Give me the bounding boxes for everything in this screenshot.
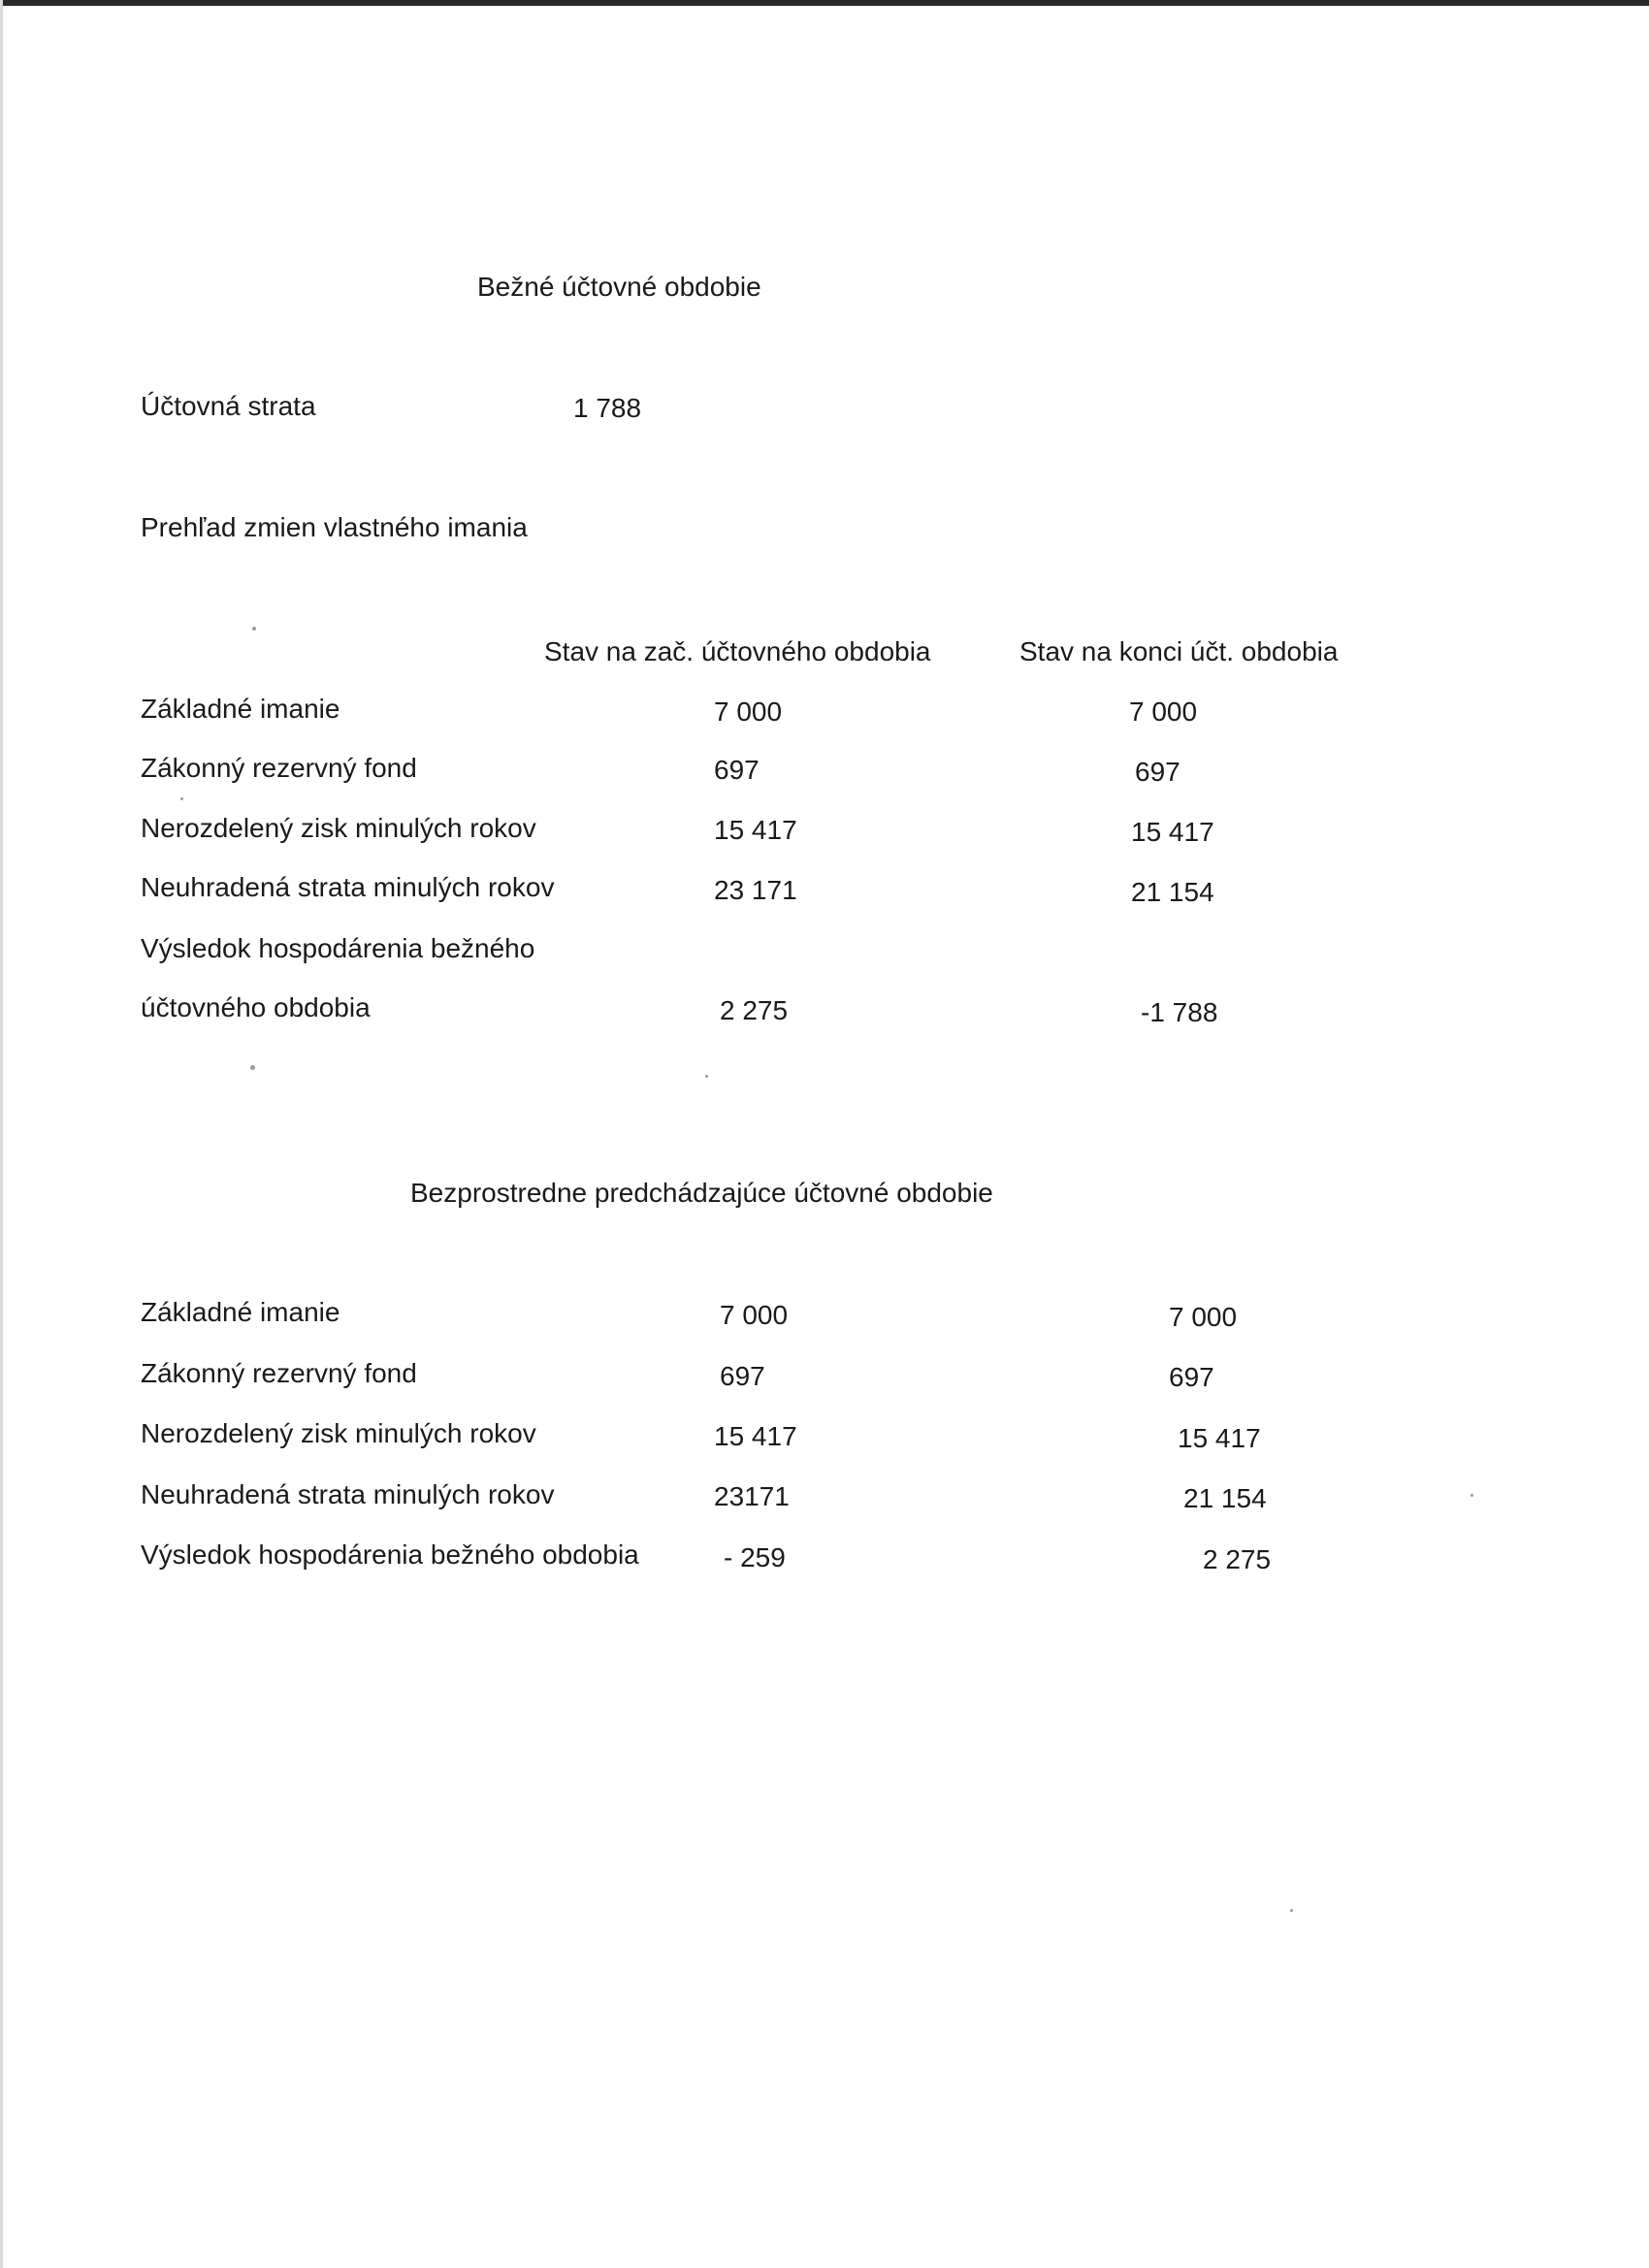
prev-row-end-value: 2 275 xyxy=(1203,1544,1272,1574)
prev-row-start-value: 15 417 xyxy=(714,1421,797,1451)
prev-row-label: Nerozdelený zisk minulých rokov xyxy=(141,1418,536,1448)
prev-row-end-value: 7 000 xyxy=(1169,1302,1238,1332)
prev-row-start-value: - 259 xyxy=(724,1542,786,1572)
equity-overview-title: Prehľad zmien vlastného imania xyxy=(141,512,528,542)
prev-row-start-value: 697 xyxy=(720,1361,765,1391)
result-label-line1: Výsledok hospodárenia bežného xyxy=(141,933,535,963)
row-start-value: 697 xyxy=(714,755,760,785)
row-end-value: 21 154 xyxy=(1131,877,1214,907)
row-label: Neuhradená strata minulých rokov xyxy=(141,872,555,902)
prev-row-start-value: 23171 xyxy=(714,1481,790,1511)
scan-speck xyxy=(250,1065,255,1070)
prev-row-end-value: 21 154 xyxy=(1183,1483,1267,1513)
row-start-value: 7 000 xyxy=(714,697,783,727)
current-period-heading: Bežné účtovné obdobie xyxy=(477,272,761,302)
row-label: Zákonný rezervný fond xyxy=(141,753,417,783)
scan-speck xyxy=(705,1075,708,1078)
row-label: Nerozdelený zisk minulých rokov xyxy=(141,813,536,843)
prev-row-label: Základné imanie xyxy=(141,1297,340,1327)
prev-row-end-value: 697 xyxy=(1169,1362,1214,1392)
loss-value: 1 788 xyxy=(573,393,642,423)
scan-speck xyxy=(252,627,256,631)
result-start-value: 2 275 xyxy=(720,995,789,1025)
result-end-value: -1 788 xyxy=(1141,997,1218,1027)
scan-speck xyxy=(180,797,183,800)
row-start-value: 23 171 xyxy=(714,875,797,905)
previous-period-heading: Bezprostredne predchádzajúce účtovné obdobie xyxy=(410,1178,993,1208)
col-header-end: Stav na konci účt. obdobia xyxy=(1019,636,1339,666)
prev-row-start-value: 7 000 xyxy=(720,1300,789,1330)
prev-row-label: Výsledok hospodárenia bežného obdobia xyxy=(141,1539,639,1570)
row-start-value: 15 417 xyxy=(714,815,797,845)
scan-edge-top xyxy=(0,0,1649,6)
row-end-value: 697 xyxy=(1135,757,1180,787)
scan-edge-left xyxy=(0,0,3,2268)
scan-speck xyxy=(1471,1494,1473,1497)
prev-row-label: Zákonný rezervný fond xyxy=(141,1358,417,1388)
prev-row-label: Neuhradená strata minulých rokov xyxy=(141,1479,555,1509)
prev-row-end-value: 15 417 xyxy=(1178,1423,1261,1453)
row-label: Základné imanie xyxy=(141,694,340,724)
row-end-value: 7 000 xyxy=(1129,697,1198,727)
scan-speck xyxy=(1290,1909,1293,1912)
result-label-line2: účtovného obdobia xyxy=(141,992,371,1022)
col-header-start: Stav na zač. účtovného obdobia xyxy=(544,636,931,666)
row-end-value: 15 417 xyxy=(1131,817,1214,847)
loss-label: Účtovná strata xyxy=(141,391,316,421)
